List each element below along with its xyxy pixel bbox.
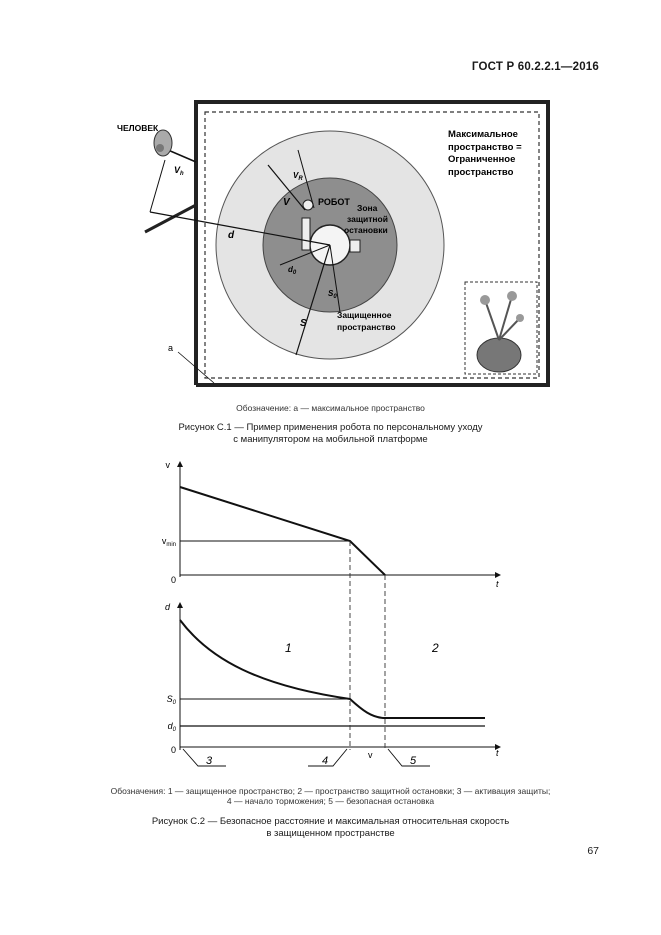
figure-c1-caption	[0, 422, 661, 446]
label-s0: $S_0$	[328, 289, 337, 300]
person-extension	[150, 160, 165, 212]
person-label: ЧЕЛОВЕК	[117, 123, 159, 133]
callout-5-leader	[388, 749, 430, 766]
robot-arm	[302, 218, 310, 250]
max-space-label-3: Ограниченное	[448, 154, 516, 165]
document-id: ГОСТ Р 60.2.2.1—2016	[471, 61, 599, 73]
label-s: S	[300, 318, 307, 329]
figure-c1-note: Обозначение: а — максимальное пространство	[236, 403, 425, 413]
top-y-label: v	[165, 460, 170, 470]
max-space-label-1: Максимальное	[448, 129, 518, 140]
v-mark-label: v	[368, 750, 373, 760]
vmin-label: $v_{min}$	[161, 536, 176, 548]
region-1-label: 1	[285, 641, 292, 655]
max-space-label-2: пространство =	[448, 142, 522, 153]
stop-zone-label-1: Зона	[357, 203, 378, 213]
figure-c2-note	[0, 786, 661, 806]
person-head	[156, 144, 164, 152]
figure-c1-caption-line-2: с манипулятором на мобильной платформе	[233, 434, 428, 445]
figure-c2-note-line-1: Обозначения: 1 — защищенное пространство; 2 — пространство защитной остановки; 3 — активация защиты;	[110, 786, 551, 796]
figure-c2-caption-line-1: Рисунок С.2 — Безопасное расстояние и максимальная относительная скорость	[151, 816, 510, 827]
callout-4: 4	[322, 755, 329, 767]
label-vh: $V_h$	[174, 165, 184, 177]
label-vr: $V_R$	[293, 171, 303, 182]
plant-flower	[516, 314, 524, 322]
figure-c2-caption	[0, 816, 661, 840]
plant-flower	[480, 295, 490, 305]
robot-label: РОБОТ	[318, 197, 350, 207]
label-a: a	[168, 343, 174, 353]
figure-c1-illustration	[0, 0, 661, 400]
d0-label: $d_0$	[167, 721, 176, 733]
callout-5: 5	[410, 755, 417, 767]
figure-c2-caption-line-2: в защищенном пространстве	[266, 828, 395, 839]
top-zero-label: 0	[170, 575, 176, 585]
plant-flower	[507, 291, 517, 301]
bottom-y-label: d	[164, 602, 170, 612]
protected-label-1: Защищенное	[337, 310, 392, 320]
velocity-vh-arrow	[168, 150, 196, 162]
figure-c1-caption-line-1: Рисунок С.1 — Пример применения робота по персональному уходу	[178, 422, 483, 433]
person-figure	[154, 130, 172, 156]
protected-label-2: пространство	[337, 322, 396, 332]
page-number: 67	[587, 845, 599, 857]
region-2-label: 2	[432, 641, 439, 655]
distance-curve	[180, 620, 485, 718]
bottom-zero-label: 0	[170, 745, 176, 755]
bottom-x-label: t	[496, 748, 499, 758]
robot-part	[350, 240, 360, 252]
label-d0: $d_0$	[288, 265, 297, 276]
top-x-label: t	[496, 579, 499, 589]
velocity-curve	[180, 487, 385, 575]
label-d: d	[228, 230, 235, 241]
max-space-label-4: пространство	[448, 167, 514, 178]
callout-3-leader	[183, 749, 226, 766]
stop-zone-label-2: защитной	[347, 214, 388, 224]
stop-zone-label-3: остановки	[344, 225, 388, 235]
plant-stem	[485, 300, 499, 340]
callout-3: 3	[206, 755, 213, 767]
s0-label: $S_0$	[166, 694, 176, 706]
figure-c2-graphs	[0, 450, 661, 780]
figure-c2-note-line-2: 4 — начало торможения; 5 — безопасная остановка	[226, 796, 435, 806]
plant-pot	[477, 338, 521, 372]
label-v: V	[283, 197, 290, 208]
